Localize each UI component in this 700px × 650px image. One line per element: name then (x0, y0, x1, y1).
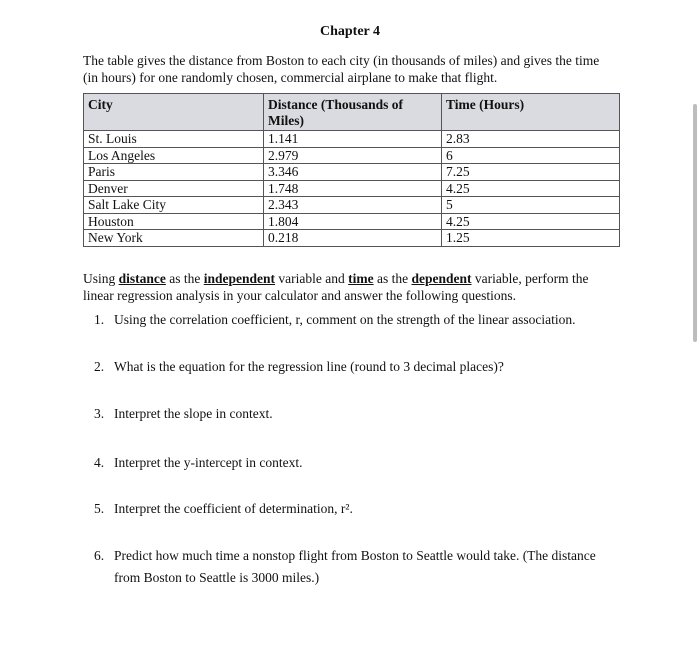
table-row (84, 197, 620, 214)
keyword-dependent: dependent (411, 271, 472, 286)
question-number: 6. (94, 548, 105, 563)
directions-text: as the (373, 271, 412, 286)
column-header-city: City (84, 94, 264, 131)
table-header-row (84, 94, 620, 131)
cell-city: New York (84, 230, 264, 247)
intro-paragraph: The table gives the distance from Boston to each city (in thousands of miles) and gives the time (in hours) for one randomly chosen, commercial airplane to make that flight. (83, 53, 600, 85)
question-3 (94, 403, 614, 425)
question-text: Interpret the y-intercept in context. (114, 455, 303, 470)
table-row (84, 147, 620, 164)
cell-time: 4.25 (442, 213, 620, 230)
table-row (84, 131, 620, 148)
question-text: What is the equation for the regression line (round to 3 decimal places)? (114, 359, 504, 374)
question-2 (94, 356, 614, 378)
question-text: Predict how much time a nonstop flight from Boston to Seattle would take. (The distance (114, 548, 596, 563)
cell-city: Los Angeles (84, 147, 264, 164)
directions-text: variable and (275, 271, 349, 286)
question-text: Using the correlation coefficient, r, comment on the strength of the linear association. (114, 312, 576, 327)
cell-distance: 1.748 (264, 180, 442, 197)
page-title: Chapter 4 (319, 24, 381, 39)
question-6 (94, 545, 614, 589)
cell-distance: 1.141 (264, 131, 442, 148)
table-row (84, 180, 620, 197)
question-number: 4. (94, 455, 105, 470)
cell-distance: 1.804 (264, 213, 442, 230)
cell-distance: 2.979 (264, 147, 442, 164)
cell-distance: 3.346 (264, 164, 442, 181)
cell-time: 1.25 (442, 230, 620, 247)
question-number: 5. (94, 501, 105, 516)
cell-city: St. Louis (84, 131, 264, 148)
question-5 (94, 498, 614, 520)
cell-city: Paris (84, 164, 264, 181)
table-row (84, 230, 620, 247)
table-row (84, 164, 620, 181)
keyword-time: time (348, 271, 374, 286)
cell-time: 6 (442, 147, 620, 164)
cell-time: 5 (442, 197, 620, 214)
table-row (84, 213, 620, 230)
cell-time: 7.25 (442, 164, 620, 181)
question-4 (94, 452, 614, 474)
question-text: Interpret the coefficient of determination, r². (114, 501, 353, 516)
directions-text: as the (165, 271, 204, 286)
column-header-distance: Distance (Thousands of Miles) (264, 94, 442, 131)
directions-text: Using (83, 271, 119, 286)
cell-time: 2.83 (442, 131, 620, 148)
directions-paragraph (83, 270, 613, 304)
question-number: 1. (94, 312, 105, 327)
question-1 (94, 309, 614, 331)
keyword-distance: distance (118, 271, 166, 286)
vertical-scrollbar[interactable] (693, 104, 697, 342)
cell-city: Houston (84, 213, 264, 230)
question-text-continued: from Boston to Seattle is 3000 miles.) (114, 570, 320, 585)
distance-time-table (83, 93, 620, 247)
cell-city: Salt Lake City (84, 197, 264, 214)
cell-distance: 2.343 (264, 197, 442, 214)
column-header-time: Time (Hours) (442, 94, 620, 131)
keyword-independent: independent (203, 271, 276, 286)
question-text: Interpret the slope in context. (114, 406, 273, 421)
question-number: 2. (94, 359, 105, 374)
cell-time: 4.25 (442, 180, 620, 197)
directions-text: variable, perform the linear regression analysis in your calculator and answer the following questions. (83, 271, 589, 303)
question-number: 3. (94, 406, 105, 421)
cell-distance: 0.218 (264, 230, 442, 247)
cell-city: Denver (84, 180, 264, 197)
